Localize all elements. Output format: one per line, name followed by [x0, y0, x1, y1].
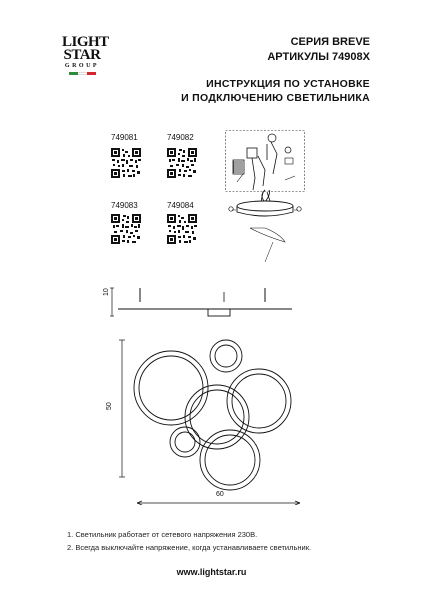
model-code: 749082: [167, 133, 194, 142]
model-code: 749083: [111, 201, 138, 210]
qr-code-icon: [167, 214, 197, 244]
instruction-title-line2: И ПОДКЛЮЧЕНИЮ СВЕТИЛЬНИКА: [181, 92, 370, 104]
qr-code-icon: [167, 148, 197, 178]
logo-line1: LIGHT: [62, 34, 109, 50]
model-code: 749084: [167, 201, 194, 210]
model-code: 749081: [111, 133, 138, 142]
side-view-diagram: [100, 280, 300, 320]
dimension-width: 60: [216, 491, 224, 498]
logo-line2: STAR: [63, 47, 101, 63]
note-line: 1. Светильник работает от сетевого напряжения 230В.: [67, 530, 258, 539]
qr-code-icon: [111, 214, 141, 244]
installation-illustration: [225, 130, 305, 270]
dimension-height: 10: [103, 288, 110, 296]
qr-code-icon: [111, 148, 141, 178]
note-line: 2. Всегда выключайте напряжение, когда устанавливаете светильник.: [67, 543, 312, 552]
article-number: АРТИКУЛЫ 74908X: [267, 51, 370, 63]
logo-line3: GROUP: [64, 63, 100, 69]
website-link[interactable]: www.lightstar.ru: [176, 567, 247, 577]
instruction-title-line1: ИНСТРУКЦИЯ ПО УСТАНОВКЕ: [206, 78, 370, 90]
top-view-diagram: [100, 335, 310, 505]
dimension-depth: 50: [106, 402, 113, 410]
brand-logo: [62, 34, 109, 75]
series-title: СЕРИЯ BREVE: [290, 36, 370, 48]
italian-flag-icon: [62, 72, 102, 75]
